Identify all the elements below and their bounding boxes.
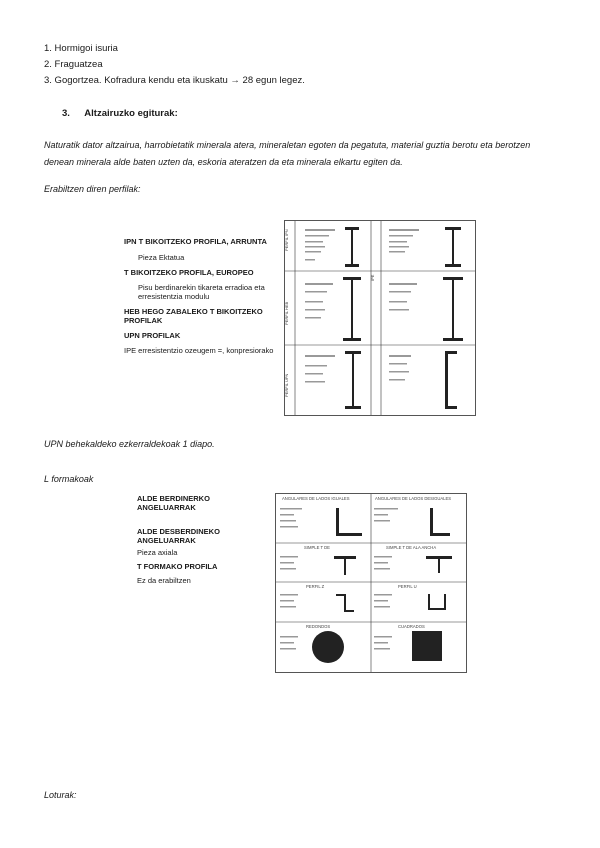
shapes-table-drawing (276, 494, 466, 672)
fig-header-6: PERFIL U (398, 584, 417, 589)
section-number: 3. (62, 108, 70, 119)
slide2-item-2-note: Pieza axiala (137, 548, 178, 557)
section-title: Altzairuzko egiturak: (84, 108, 178, 119)
fig-header-7: REDONDOS (306, 624, 331, 629)
fig-label-upn: PERFIL UPN (284, 373, 289, 397)
l-forms-label: L formakoak (44, 474, 94, 484)
fig-header-5: PERFIL Z (306, 584, 325, 589)
connections-label: Loturak: (44, 790, 77, 800)
slide1-item-1-note: Pieza Ektatua (138, 253, 185, 262)
step-1: 1. Hormigoi isuria (44, 43, 118, 54)
fig-header-1: ANGULARES DE LADOS IGUALES (282, 496, 350, 501)
slide2-item-2-title: ALDE DESBERDINEKO ANGELUARRAK (137, 527, 220, 545)
intro-paragraph: Naturatik dator altzairua, harrobietatik minerala atera, mineraletan egoten da pegatuta, material guztia berotu eta berotzen denean minerala alde baten uzten da, eskoria ateratzen da eta minerala elkartu egiten da. (44, 140, 531, 167)
slide2-item-3-note: Ez da erabiltzen (137, 576, 191, 585)
profile-table-drawing (285, 221, 475, 415)
slide1-item-4-note: IPE erresistentzio ozeugem =, konpresiorako (124, 346, 274, 355)
profile-table-figure (284, 220, 476, 416)
fig-header-4: SIMPLE T DE ALA ANCHA (386, 545, 437, 550)
slide1-text (124, 237, 280, 355)
fig-label-ipe: IPE (370, 274, 375, 281)
slide1-item-2-note: Pisu berdinarekin tikareta erradioa eta erresistentzia modulu (138, 283, 265, 301)
fig-label-heb: PERFIL HEB (284, 301, 289, 325)
fig-label-ipn: PERFIL IPN (284, 229, 289, 251)
fig-header-2: ANGULARES DE LADOS DESIGUALES (375, 496, 452, 501)
slide1-item-3-title: HEB HEGO ZABALEKO T BIKOITZEKO PROFILAK (124, 307, 263, 325)
shapes-table-figure (275, 493, 467, 673)
section-heading (62, 108, 178, 119)
fig-header-8: CUADRADOS (398, 624, 425, 629)
slide1-item-2-title: T BIKOITZEKO PROFILA, EUROPEO (124, 268, 254, 277)
step-3: 3. Gogortzea. Kofradura kendu eta ikuskatu → 28 egun legez. (44, 75, 305, 86)
slide2-item-1-title: ALDE BERDINERKO ANGELUARRAK (137, 494, 210, 512)
profiles-label: Erabiltzen diren perfilak: (44, 184, 141, 194)
slide2-item-3-title: T FORMAKO PROFILA (137, 562, 218, 571)
slide1-item-4-title: UPN PROFILAK (124, 331, 181, 340)
slide1-item-1-title: IPN T BIKOITZEKO PROFILA, ARRUNTA (124, 237, 267, 246)
fig-header-3: SIMPLE T DE (304, 545, 330, 550)
slide2-text (137, 494, 267, 585)
step-2: 2. Fraguatzea (44, 59, 103, 70)
upn-note: UPN behekaldeko ezkerraldekoak 1 diapo. (44, 439, 215, 449)
